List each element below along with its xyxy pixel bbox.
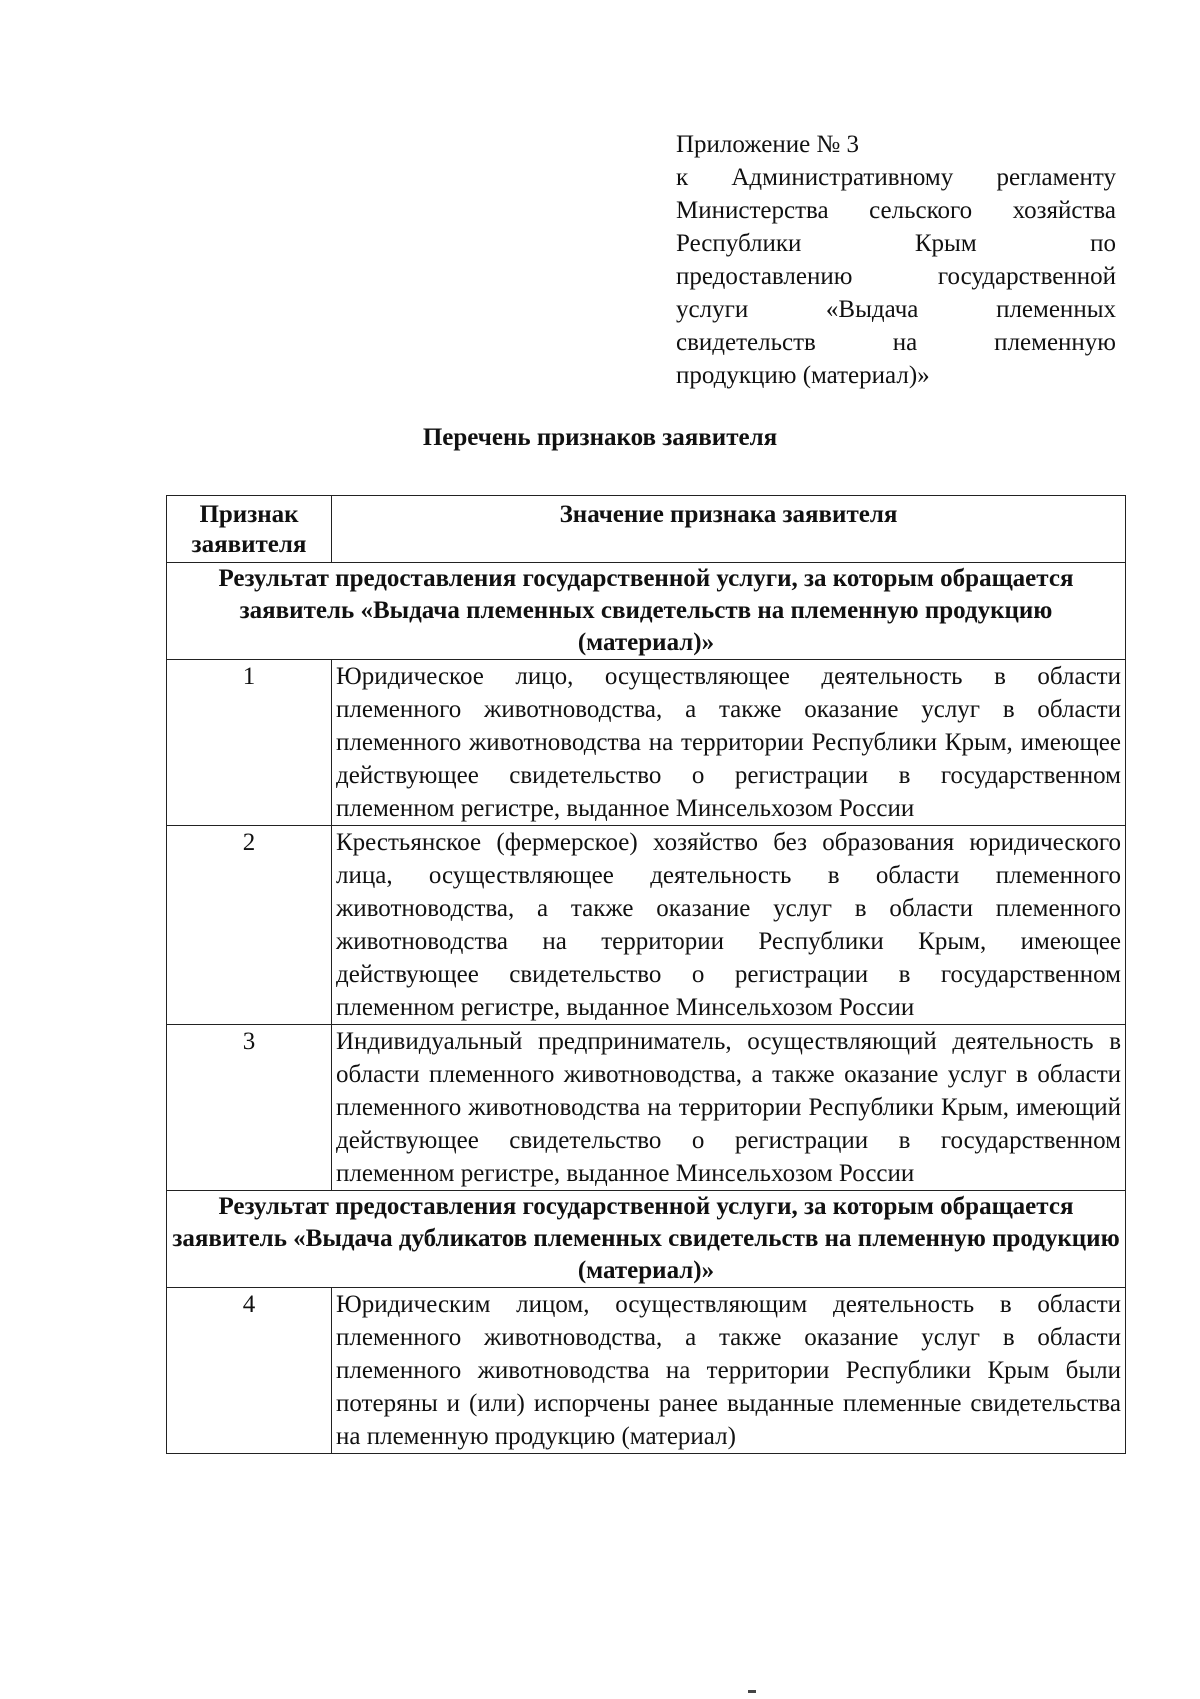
section-row — [167, 1191, 1126, 1288]
row-number: 3 — [167, 1025, 332, 1191]
table-row — [167, 660, 1126, 826]
row-number: 4 — [167, 1288, 332, 1454]
header-feature: Признак заявителя — [167, 496, 332, 563]
row-number: 1 — [167, 660, 332, 826]
appendix-line: услуги «Выдача племенных — [676, 296, 1116, 323]
appendix-line: предоставлению государственной — [676, 263, 1116, 290]
table-header-row — [167, 496, 1126, 563]
row-number: 2 — [167, 826, 332, 1025]
appendix-line: к Административному регламенту — [676, 164, 1116, 191]
row-text: Крестьянское (фермерское) хозяйство без образования юридического лица, осуществляющее деятельность в области племенного животноводства, а также оказание услуг в области племенного животноводства на территории Республики Крым, имеющее действующее свидетельство о регистрации в государственном племенном регистре, выданное Минсельхозом России — [332, 826, 1126, 1025]
table-row — [167, 1288, 1126, 1454]
appendix-block — [676, 128, 1116, 392]
appendix-line: Министерства сельского хозяйства — [676, 197, 1116, 224]
applicant-features-table — [166, 495, 1126, 1454]
scan-artifact — [748, 1690, 756, 1693]
table-row — [167, 1025, 1126, 1191]
appendix-line: Республики Крым по — [676, 230, 1116, 257]
section-row — [167, 563, 1126, 660]
row-text: Юридическим лицом, осуществляющим деятельность в области племенного животноводства, а также оказание услуг в области племенного животноводства на территории Республики Крым были потеряны и (или) испорчены ранее выданные племенные свидетельства на племенную продукцию (материал) — [332, 1288, 1126, 1454]
appendix-line: продукцию (материал)» — [676, 362, 930, 389]
row-text: Юридическое лицо, осуществляющее деятельность в области племенного животноводства, а также оказание услуг в области племенного животноводства на территории Республики Крым, имеющее действующее свидетельство о регистрации в государственном племенном регистре, выданное Минсельхозом России — [332, 660, 1126, 826]
section-heading: Результат предоставления государственной услуги, за которым обращается заявитель «Выдача племенных свидетельств на племенную продукцию (материал)» — [167, 563, 1126, 660]
section-heading: Результат предоставления государственной услуги, за которым обращается заявитель «Выдача дубликатов племенных свидетельств на племенную продукцию (материал)» — [167, 1191, 1126, 1288]
table-row — [167, 826, 1126, 1025]
appendix-line: свидетельств на племенную — [676, 329, 1116, 356]
row-text: Индивидуальный предприниматель, осуществляющий деятельность в области племенного животноводства, а также оказание услуг в области племенного животноводства на территории Республики Крым, имеющий действующее свидетельство о регистрации в государственном племенном регистре, выданное Минсельхозом России — [332, 1025, 1126, 1191]
appendix-line: Приложение № 3 — [676, 131, 860, 158]
header-feature-value: Значение признака заявителя — [332, 496, 1126, 563]
document-title: Перечень признаков заявителя — [422, 424, 778, 451]
